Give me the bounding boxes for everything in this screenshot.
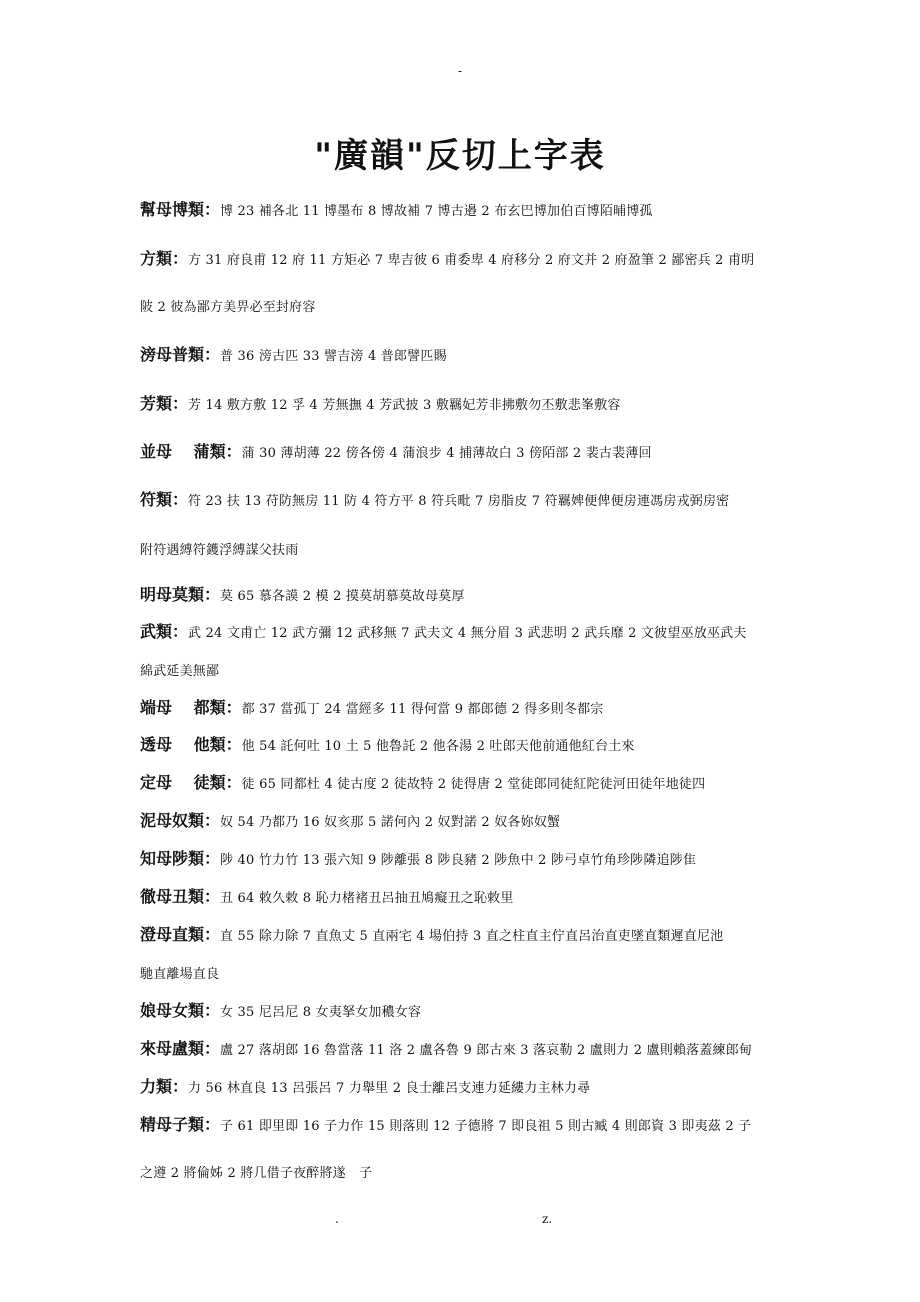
table-row	[140, 200, 790, 222]
table-row	[140, 296, 790, 318]
row-label: 透母 他類：	[140, 735, 242, 754]
table-row	[140, 698, 790, 720]
table-row	[140, 1001, 790, 1023]
table-row	[140, 963, 790, 985]
row-text: 女 35 尼呂尼 8 女夷拏女加穠女容	[220, 1005, 422, 1020]
table-row	[140, 1039, 790, 1061]
row-text: 附符遇縛符鑊浮縛謀父扶雨	[140, 543, 299, 558]
table-row	[140, 887, 790, 909]
row-text: 馳直離場直良	[140, 967, 220, 982]
table-row	[140, 622, 790, 644]
row-label: 符類：	[140, 490, 189, 509]
row-text: 芳 14 敷方敷 12 孚 4 芳無撫 4 芳武披 3 敷羈妃芳非拂敷勿丕敷悲峯敷容	[188, 398, 621, 413]
table-row	[140, 925, 790, 947]
row-label: 知母陟類：	[140, 849, 221, 868]
row-label: 泥母奴類：	[140, 811, 221, 830]
row-text: 博 23 補各北 11 博墨布 8 博故補 7 博古邉 2 布玄巴博加伯百博陌晡博孤	[220, 204, 653, 219]
row-text: 徒 65 同都杜 4 徒古度 2 徒故特 2 徒得唐 2 堂徒郎同徒紅陀徒河田徒年地徒四	[241, 777, 706, 792]
footer-right-mark: z.	[542, 1212, 553, 1226]
row-label: 芳類：	[140, 394, 189, 413]
table-row	[140, 849, 790, 871]
row-label: 定母 徒類：	[140, 773, 242, 792]
row-text: 奴 54 乃都乃 16 奴亥那 5 諾何內 2 奴對諾 2 奴各妳奴蟹	[220, 815, 561, 830]
row-label: 來母盧類：	[140, 1039, 221, 1058]
row-label: 並母 蒲類：	[140, 442, 242, 461]
row-label: 幫母博類：	[140, 200, 221, 219]
table-row	[140, 490, 790, 512]
table-row	[140, 442, 790, 464]
row-text: 丑 64 敕久敕 8 恥力楮褚丑呂抽丑鳩癡丑之恥敕里	[220, 891, 514, 906]
table-row	[140, 811, 790, 833]
row-text: 都 37 當孤丁 24 當經多 11 得何當 9 都郎德 2 得多則冬都宗	[241, 702, 604, 717]
row-label: 方類：	[140, 249, 189, 268]
table-row	[140, 735, 790, 757]
row-text: 符 23 扶 13 苻防無房 11 防 4 符方平 8 符兵毗 7 房脂皮 7 符羈婢便俾便房連馮房戎弼房密	[188, 494, 730, 509]
table-row	[140, 539, 790, 561]
row-text: 莫 65 慕各謨 2 模 2 摸莫胡慕莫故母莫厚	[220, 589, 465, 604]
page-title: "廣韻"反切上字表	[314, 136, 606, 176]
table-row	[140, 773, 790, 795]
row-label: 武類：	[140, 622, 189, 641]
table-row	[140, 585, 790, 607]
table-row	[140, 394, 790, 416]
row-label: 力類：	[140, 1077, 189, 1096]
row-text: 普 36 滂古匹 33 譬吉滂 4 普郎譬匹賜	[220, 349, 447, 364]
row-label: 澄母直類：	[140, 925, 221, 944]
row-text: 盧 27 落胡郎 16 魯當落 11 洛 2 盧各魯 9 郎古來 3 落哀勒 2 盧則力 2 盧則賴落蓋練郎甸	[220, 1043, 753, 1058]
page-header-mark: -	[457, 64, 463, 78]
table-row	[140, 1162, 790, 1184]
row-text: 陟 40 竹力竹 13 張六知 9 陟離張 8 陟良豬 2 陟魚中 2 陟弓卓竹角珍陟隣追陟隹	[220, 853, 697, 868]
row-text: 他 54 託何吐 10 土 5 他魯託 2 他各湯 2 吐郎天他前通他紅台土來	[241, 739, 635, 754]
row-text: 方 31 府良甫 12 府 11 方矩必 7 卑吉彼 6 甫委卑 4 府移分 2 府文并 2 府盈筆 2 鄙密兵 2 甫明	[188, 253, 755, 268]
row-text: 武 24 文甫亡 12 武方彌 12 武移無 7 武夫文 4 無分眉 3 武悲明 2 武兵靡 2 文彼望巫放巫武夫	[188, 626, 747, 641]
row-text: 蒲 30 薄胡薄 22 傍各傍 4 蒲浪步 4 捕薄故白 3 傍陌部 2 裴古裴薄回	[241, 446, 652, 461]
table-row	[140, 345, 790, 367]
row-text: 之遵 2 將倫姊 2 將几借子夜醉將遂 子	[140, 1166, 373, 1181]
row-text: 綿武延美無鄙	[140, 664, 220, 679]
footer-left-mark: .	[335, 1212, 339, 1226]
row-text: 陂 2 彼為鄙方美畀必至封府容	[140, 300, 316, 315]
table-row	[140, 249, 790, 271]
row-text: 力 56 林直良 13 呂張呂 7 力舉里 2 良士離呂支連力延縷力主林力尋	[188, 1081, 591, 1096]
table-row	[140, 1077, 790, 1099]
row-label: 精母子類：	[140, 1115, 221, 1134]
row-label: 娘母女類：	[140, 1001, 221, 1020]
row-label: 徹母丑類：	[140, 887, 221, 906]
table-row	[140, 660, 790, 682]
table-row	[140, 1115, 790, 1137]
row-label: 滂母普類：	[140, 345, 221, 364]
row-text: 子 61 即里即 16 子力作 15 則落則 12 子德將 7 即良祖 5 則古臧 4 則郎資 3 即夷茲 2 子	[220, 1119, 752, 1134]
row-label: 明母莫類：	[140, 585, 221, 604]
row-text: 直 55 除力除 7 直魚丈 5 直兩宅 4 場伯持 3 直之柱直主佇直呂治直吏墜直類遲直尼池	[220, 929, 724, 944]
row-label: 端母 都類：	[140, 698, 242, 717]
